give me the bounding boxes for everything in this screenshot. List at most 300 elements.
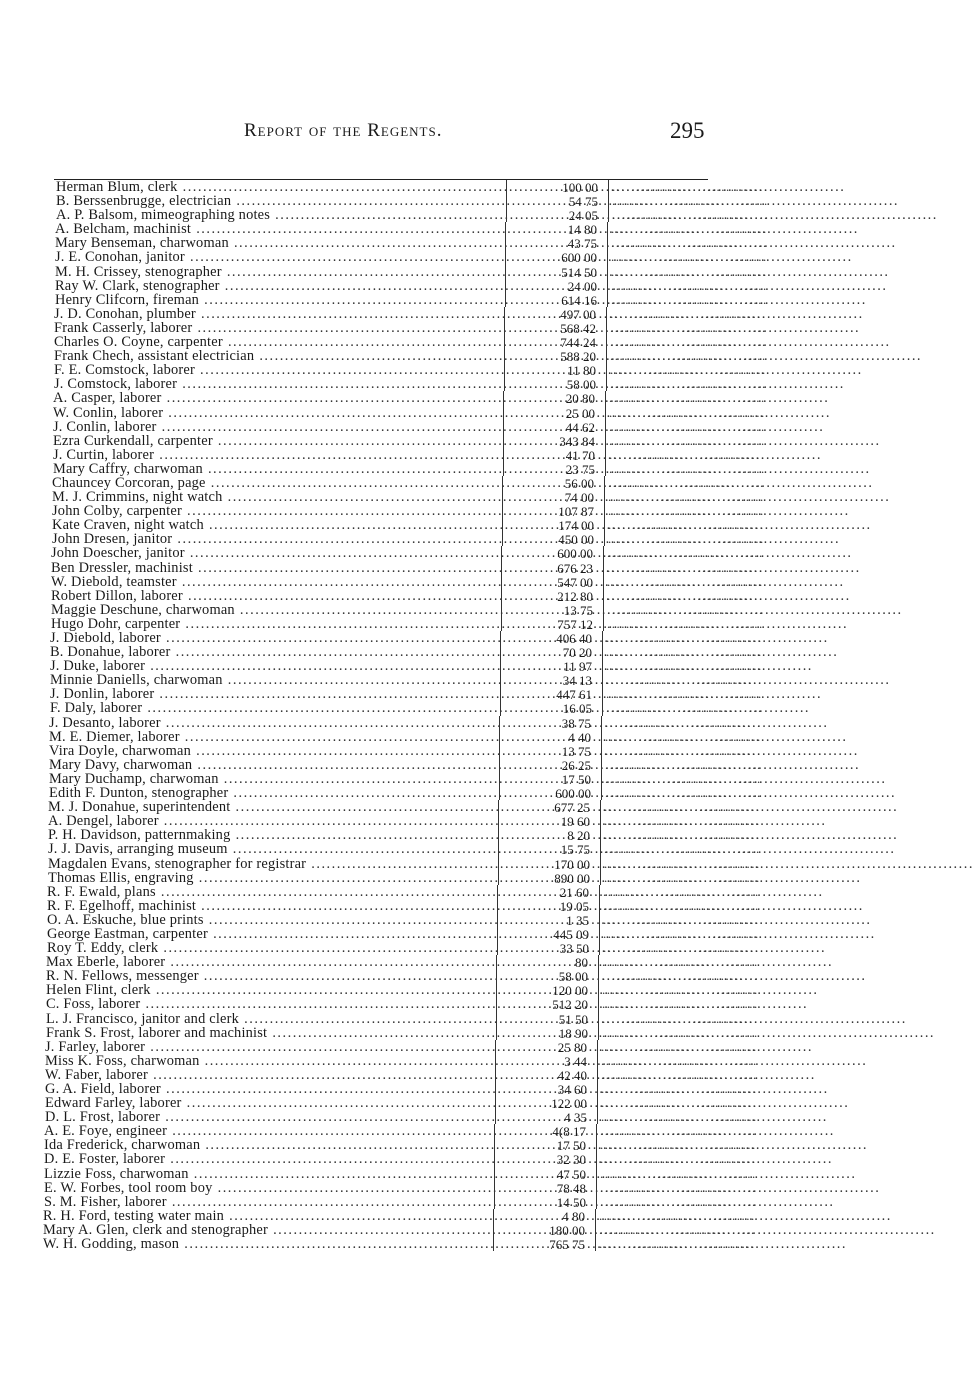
column-rule [495, 1096, 496, 1110]
payment-amount: 21 60 [559, 884, 589, 900]
payee-name: George Eastman, carpenter ..... [47, 927, 493, 941]
column-rule [599, 913, 600, 927]
column-rule [595, 1223, 596, 1237]
payment-amount: 25 80 [557, 1039, 587, 1055]
payee-name: J. Desanto, laborer ..... [49, 716, 495, 730]
column-rule [600, 842, 601, 856]
payee-name: J. Comstock, laborer ..... [54, 377, 500, 391]
table-row [0, 786, 887, 800]
column-rule [597, 1068, 598, 1082]
leader-dots: ................................. [605, 770, 762, 786]
leader-dots: ................................. [609, 418, 766, 434]
payee-name: J. Curtin, laborer ..... [53, 448, 499, 462]
table-row [0, 772, 887, 786]
payee-name: O. A. Eskuche, blue prints ..... [47, 913, 493, 927]
column-rule [601, 744, 602, 758]
leader-dots: ................................. [604, 869, 761, 885]
column-rule [495, 1040, 496, 1054]
payment-amount: 614 16 [561, 292, 597, 308]
leader-dots: ................................. [603, 883, 760, 899]
column-rule [497, 885, 498, 899]
payment-amount: 4 40 [568, 729, 591, 745]
payment-amount: 514 50 [561, 264, 597, 280]
column-rule [505, 222, 506, 236]
leader-dots: ................................. [608, 517, 765, 533]
payee-name: Frank S. Frost, laborer and machinist ..... [46, 1026, 492, 1040]
leader-dots: ................................. [603, 911, 760, 927]
payee-name: W. Faber, laborer ..... [45, 1068, 491, 1082]
column-rule [503, 462, 504, 476]
payee-name: Robert Dillon, laborer ..... [51, 589, 497, 603]
payment-amount: 765 75 [549, 1237, 585, 1253]
column-rule [598, 969, 599, 983]
column-rule [602, 631, 603, 645]
column-rule [604, 532, 605, 546]
payee-name: Chauncey Corcoran, page ..... [52, 476, 498, 490]
payment-amount: 26 25 [561, 757, 591, 773]
column-rule [598, 1012, 599, 1026]
table-row [0, 701, 887, 715]
payee-name: Max Eberle, laborer ..... [46, 955, 492, 969]
column-rule [607, 279, 608, 293]
column-rule [599, 885, 600, 899]
table-row [0, 899, 887, 913]
payee-name: M. J. Crimmins, night watch ..... [52, 490, 498, 504]
payment-amount: 406 40 [556, 631, 592, 646]
payment-amount: 58 00 [558, 969, 588, 985]
table-row [0, 631, 887, 645]
payee-name: R. H. Ford, testing water main ..... [43, 1209, 489, 1223]
table-row [0, 814, 887, 828]
leader-dots: ................................. [610, 376, 767, 392]
table-row [0, 518, 887, 532]
table-row [0, 180, 887, 194]
payee-name: Lizzie Foss, charwoman ..... [44, 1167, 490, 1181]
table-row [0, 828, 887, 842]
column-rule [600, 857, 601, 871]
column-rule [598, 955, 599, 969]
column-rule [503, 406, 504, 420]
payment-amount: 757 12 [557, 616, 593, 632]
leader-dots: ................................. [611, 249, 768, 265]
payee-name: R. N. Fellows, messenger ..... [46, 969, 492, 983]
payee-name: Frank Chech, assistant electrician ..... [54, 349, 500, 363]
leader-dots: ................................. [600, 1165, 757, 1181]
table-row [0, 420, 887, 434]
payee-name: J. Duke, laborer ..... [50, 659, 496, 673]
payment-amount: 447 61 [556, 687, 592, 703]
payee-name: Ida Frederick, charwoman ..... [44, 1138, 490, 1152]
leader-dots: ................................. [599, 1236, 756, 1252]
column-rule [504, 349, 505, 363]
column-rule [598, 997, 599, 1011]
payment-amount: 34 13 [562, 673, 592, 689]
payment-amount: 8 20 [567, 828, 590, 844]
table-row [0, 744, 887, 758]
leader-dots: ................................. [600, 1137, 757, 1153]
leader-dots: ................................. [605, 742, 762, 758]
column-rule [506, 194, 507, 208]
column-rule [603, 575, 604, 589]
column-rule [595, 1209, 596, 1223]
column-rule [504, 321, 505, 335]
column-rule [494, 1152, 495, 1166]
payment-amount: 170 00 [554, 856, 590, 872]
page-number: 295 [670, 118, 705, 143]
leader-dots: ................................. [603, 897, 760, 913]
payment-amount: 450 00 [558, 532, 594, 548]
leader-dots: ................................. [611, 263, 768, 279]
column-rule [498, 828, 499, 842]
payment-amount: 17 50 [561, 771, 591, 787]
leader-dots: ................................. [603, 940, 760, 956]
column-rule [602, 645, 603, 659]
column-rule [504, 377, 505, 391]
payment-amount: 34 60 [557, 1082, 587, 1097]
payment-amount: 80 [575, 955, 588, 971]
table-row [0, 1237, 887, 1251]
column-rule [502, 504, 503, 518]
payee-name: B. Donahue, laborer ..... [50, 645, 496, 659]
table-row [0, 1012, 887, 1026]
column-rule [596, 1181, 597, 1195]
column-rule [601, 786, 602, 800]
table-row [0, 645, 887, 659]
running-header [0, 118, 887, 148]
payee-name: M. H. Crissey, stenographer ..... [55, 265, 501, 279]
payment-amount: 44 62 [565, 419, 595, 435]
table-row [0, 293, 887, 307]
column-rule [504, 335, 505, 349]
column-rule [500, 645, 501, 659]
leader-dots: ................................. [607, 545, 764, 561]
column-rule [603, 546, 604, 560]
payee-name: Thomas Ellis, engraving ..... [48, 871, 494, 885]
leader-dots: ................................. [607, 601, 764, 617]
column-rule [493, 1209, 494, 1223]
running-title: Report of the Regents. [244, 120, 443, 141]
column-rule [506, 208, 507, 222]
leader-dots: ................................. [606, 658, 763, 674]
payment-amount: 11 97 [563, 659, 592, 675]
column-rule [606, 321, 607, 335]
payee-name: S. M. Fisher, laborer ..... [44, 1195, 490, 1209]
column-rule [495, 1054, 496, 1068]
column-rule [600, 871, 601, 885]
column-rule [498, 871, 499, 885]
payment-amount: 600 00 [561, 250, 597, 266]
column-rule [605, 391, 606, 405]
column-rule [503, 434, 504, 448]
column-rule [500, 673, 501, 687]
leader-dots: ................................. [600, 1151, 757, 1167]
payee-name: Hugo Dohr, carpenter ..... [51, 617, 497, 631]
leader-dots: ................................. [610, 362, 767, 378]
leader-dots: ................................. [608, 503, 765, 519]
payee-name: A. Belcham, machinist ..... [55, 222, 501, 236]
payment-amount: 70 20 [562, 645, 592, 661]
payment-amount: 4 80 [562, 1208, 585, 1224]
payroll-list [0, 180, 887, 1251]
leader-dots: ................................. [604, 855, 761, 871]
payee-name: Roy T. Eddy, clerk ..... [47, 941, 493, 955]
leader-dots: ................................. [601, 1081, 758, 1096]
payment-amount: 3 44 [564, 1053, 587, 1069]
leader-dots: ................................. [605, 728, 762, 744]
leader-dots: ................................. [601, 1038, 758, 1054]
payment-amount: 512 20 [552, 997, 588, 1013]
leader-dots: ................................. [603, 925, 760, 941]
payment-amount: 25 00 [565, 405, 595, 421]
column-rule [499, 772, 500, 786]
payment-amount: 33 50 [559, 941, 589, 957]
table-row [0, 1209, 887, 1223]
column-rule [501, 546, 502, 560]
column-rule [503, 448, 504, 462]
payee-name: W. Conlin, laborer ..... [53, 406, 499, 420]
table-row [0, 1082, 887, 1096]
column-rule [603, 603, 604, 617]
payee-name: Henry Clifcorn, fireman ..... [55, 293, 501, 307]
payee-name: J. Diebold, laborer ..... [50, 631, 496, 645]
payee-name: Herman Blum, clerk ..... [56, 180, 502, 194]
column-rule [596, 1124, 597, 1138]
payment-amount: 890 00 [554, 870, 590, 886]
payment-amount: 58 00 [566, 377, 596, 393]
leader-dots: ................................. [605, 756, 762, 772]
leader-dots: ................................. [611, 235, 768, 251]
leader-dots: ................................. [610, 319, 767, 335]
table-row [0, 321, 887, 335]
column-rule [605, 420, 606, 434]
payee-name: Mary Davy, charwoman ..... [49, 758, 495, 772]
table-row [0, 279, 887, 293]
table-row [0, 1110, 887, 1124]
table-row [0, 913, 887, 927]
column-rule [506, 180, 507, 194]
payment-amount: 744 24 [560, 335, 596, 351]
leader-dots: ................................. [609, 460, 766, 476]
column-rule [607, 222, 608, 236]
payee-name: John Doescher, janitor ..... [51, 546, 497, 560]
column-rule [596, 1195, 597, 1209]
payment-amount: 4 35 [564, 1110, 587, 1126]
table-row [0, 236, 887, 250]
table-row [0, 250, 887, 264]
column-rule [499, 758, 500, 772]
payment-amount: 107 87 [558, 504, 594, 520]
column-rule [597, 1082, 598, 1096]
column-rule [501, 575, 502, 589]
column-rule [606, 377, 607, 391]
column-rule [500, 701, 501, 715]
column-rule [608, 180, 609, 194]
column-rule [597, 1096, 598, 1110]
column-rule [501, 589, 502, 603]
table-row [0, 377, 887, 391]
column-rule [600, 800, 601, 814]
column-rule [596, 1138, 597, 1152]
column-rule [505, 265, 506, 279]
column-rule [502, 476, 503, 490]
leader-dots: ................................. [606, 686, 763, 702]
column-rule [603, 617, 604, 631]
leader-dots: ................................. [599, 1221, 756, 1237]
payee-name: J. Donlin, laborer ..... [50, 687, 496, 701]
table-row [0, 1152, 887, 1166]
column-rule [604, 518, 605, 532]
table-row [0, 476, 887, 490]
column-rule [495, 1110, 496, 1124]
column-rule [599, 927, 600, 941]
leader-dots: ................................. [609, 404, 766, 420]
payment-amount: 677 25 [554, 800, 590, 816]
payment-amount: 78 48 [556, 1180, 586, 1196]
payee-name: Edward Farley, laborer ..... [45, 1096, 491, 1110]
payment-amount: 13 75 [563, 602, 593, 618]
table-row [0, 434, 887, 448]
column-rule [603, 589, 604, 603]
table-row [0, 857, 887, 871]
leader-dots: ................................. [609, 432, 766, 448]
column-rule [597, 1054, 598, 1068]
leader-dots: ................................. [605, 714, 762, 730]
column-rule [502, 532, 503, 546]
column-rule [494, 1195, 495, 1209]
column-rule [501, 561, 502, 575]
column-rule [500, 631, 501, 645]
column-rule [494, 1124, 495, 1138]
leader-dots: ................................. [612, 207, 769, 223]
table-row [0, 969, 887, 983]
payee-name: Miss K. Foss, charwoman ..... [45, 1054, 491, 1068]
table-row [0, 1040, 887, 1054]
column-rule [494, 1181, 495, 1195]
leader-dots: ................................. [604, 799, 761, 815]
payment-amount: 54 75 [568, 194, 598, 210]
leader-dots: ................................. [609, 390, 766, 406]
payment-amount: 43 75 [567, 236, 597, 252]
column-rule [601, 730, 602, 744]
table-row [0, 758, 887, 772]
table-row [0, 208, 887, 222]
payee-name: P. H. Davidson, patternmaking ..... [48, 828, 494, 842]
column-rule [505, 250, 506, 264]
payee-name: Mary Duchamp, charwoman ..... [49, 772, 495, 786]
payment-amount: 588 20 [560, 349, 596, 365]
column-rule [501, 603, 502, 617]
table-row [0, 391, 887, 405]
table-row [0, 575, 887, 589]
column-rule [605, 462, 606, 476]
leader-dots: ................................. [611, 221, 768, 237]
payee-name: A. Dengel, laborer ..... [48, 814, 494, 828]
table-row [0, 490, 887, 504]
leader-dots: ................................. [610, 348, 767, 364]
column-rule [494, 1138, 495, 1152]
leader-dots: ................................. [609, 446, 766, 462]
column-rule [605, 434, 606, 448]
payee-name: J. Conlin, laborer ..... [53, 420, 499, 434]
column-rule [500, 659, 501, 673]
table-row [0, 842, 887, 856]
payment-amount: 24 05 [568, 208, 598, 224]
column-rule [601, 772, 602, 786]
column-rule [598, 983, 599, 997]
leader-dots: ................................. [608, 531, 765, 547]
column-rule [505, 236, 506, 250]
column-rule [602, 701, 603, 715]
payee-name: E. W. Forbes, tool room boy ..... [44, 1181, 490, 1195]
column-rule [597, 1040, 598, 1054]
payee-name: M. E. Diemer, laborer ..... [49, 730, 495, 744]
table-row [0, 1138, 887, 1152]
table-row [0, 307, 887, 321]
payee-name: Ben Dressler, machinist ..... [51, 561, 497, 575]
table-row [0, 871, 887, 885]
payee-name: Kate Craven, night watch ..... [52, 518, 498, 532]
payment-amount: 100 00 [562, 180, 598, 195]
payment-amount: 38 75 [561, 715, 591, 731]
table-row [0, 885, 887, 899]
payment-amount: 47 50 [556, 1166, 586, 1182]
table-row [0, 1026, 887, 1040]
payment-amount: 14 50 [556, 1194, 586, 1210]
payment-amount: 19 05 [559, 898, 589, 914]
payment-amount: 343 84 [559, 433, 595, 449]
table-row [0, 265, 887, 279]
payee-name: J. Farley, laborer ..... [45, 1040, 491, 1054]
column-rule [497, 941, 498, 955]
table-row [0, 1223, 887, 1237]
column-rule [596, 1152, 597, 1166]
payee-name: Maggie Deschune, charwoman ..... [51, 603, 497, 617]
payment-amount: 19 60 [560, 814, 590, 830]
table-row [0, 730, 887, 744]
column-rule [493, 1223, 494, 1237]
column-rule [602, 673, 603, 687]
table-row [0, 194, 887, 208]
payment-amount: 1 35 [566, 912, 589, 928]
column-rule [496, 955, 497, 969]
payee-name: R. F. Ewald, plans ..... [47, 885, 493, 899]
column-rule [500, 687, 501, 701]
payment-amount: 122 00 [551, 1096, 587, 1112]
payee-name: D. L. Frost, laborer ..... [45, 1110, 491, 1124]
table-row [0, 1096, 887, 1110]
column-rule [606, 307, 607, 321]
column-rule [599, 941, 600, 955]
payee-name: L. J. Francisco, janitor and clerk ..... [46, 1012, 492, 1026]
table-row [0, 997, 887, 1011]
table-row [0, 561, 887, 575]
leader-dots: ................................. [610, 334, 767, 350]
payee-name: Vira Doyle, charwoman ..... [49, 744, 495, 758]
column-rule [602, 659, 603, 673]
leader-dots: ................................. [607, 573, 764, 589]
payment-amount: 51 50 [558, 1011, 588, 1027]
column-rule [499, 730, 500, 744]
leader-dots: ................................. [606, 700, 763, 716]
column-rule [498, 800, 499, 814]
leader-dots: ................................. [599, 1207, 756, 1223]
payee-name: M. J. Donahue, superintendent ..... [48, 800, 494, 814]
leader-dots: ................................. [612, 193, 769, 209]
table-row [0, 1167, 887, 1181]
leader-dots: ................................. [602, 1024, 759, 1040]
payee-name: Mary A. Glen, clerk and stenographer ..... [43, 1223, 489, 1237]
leader-dots: ................................. [608, 489, 765, 505]
